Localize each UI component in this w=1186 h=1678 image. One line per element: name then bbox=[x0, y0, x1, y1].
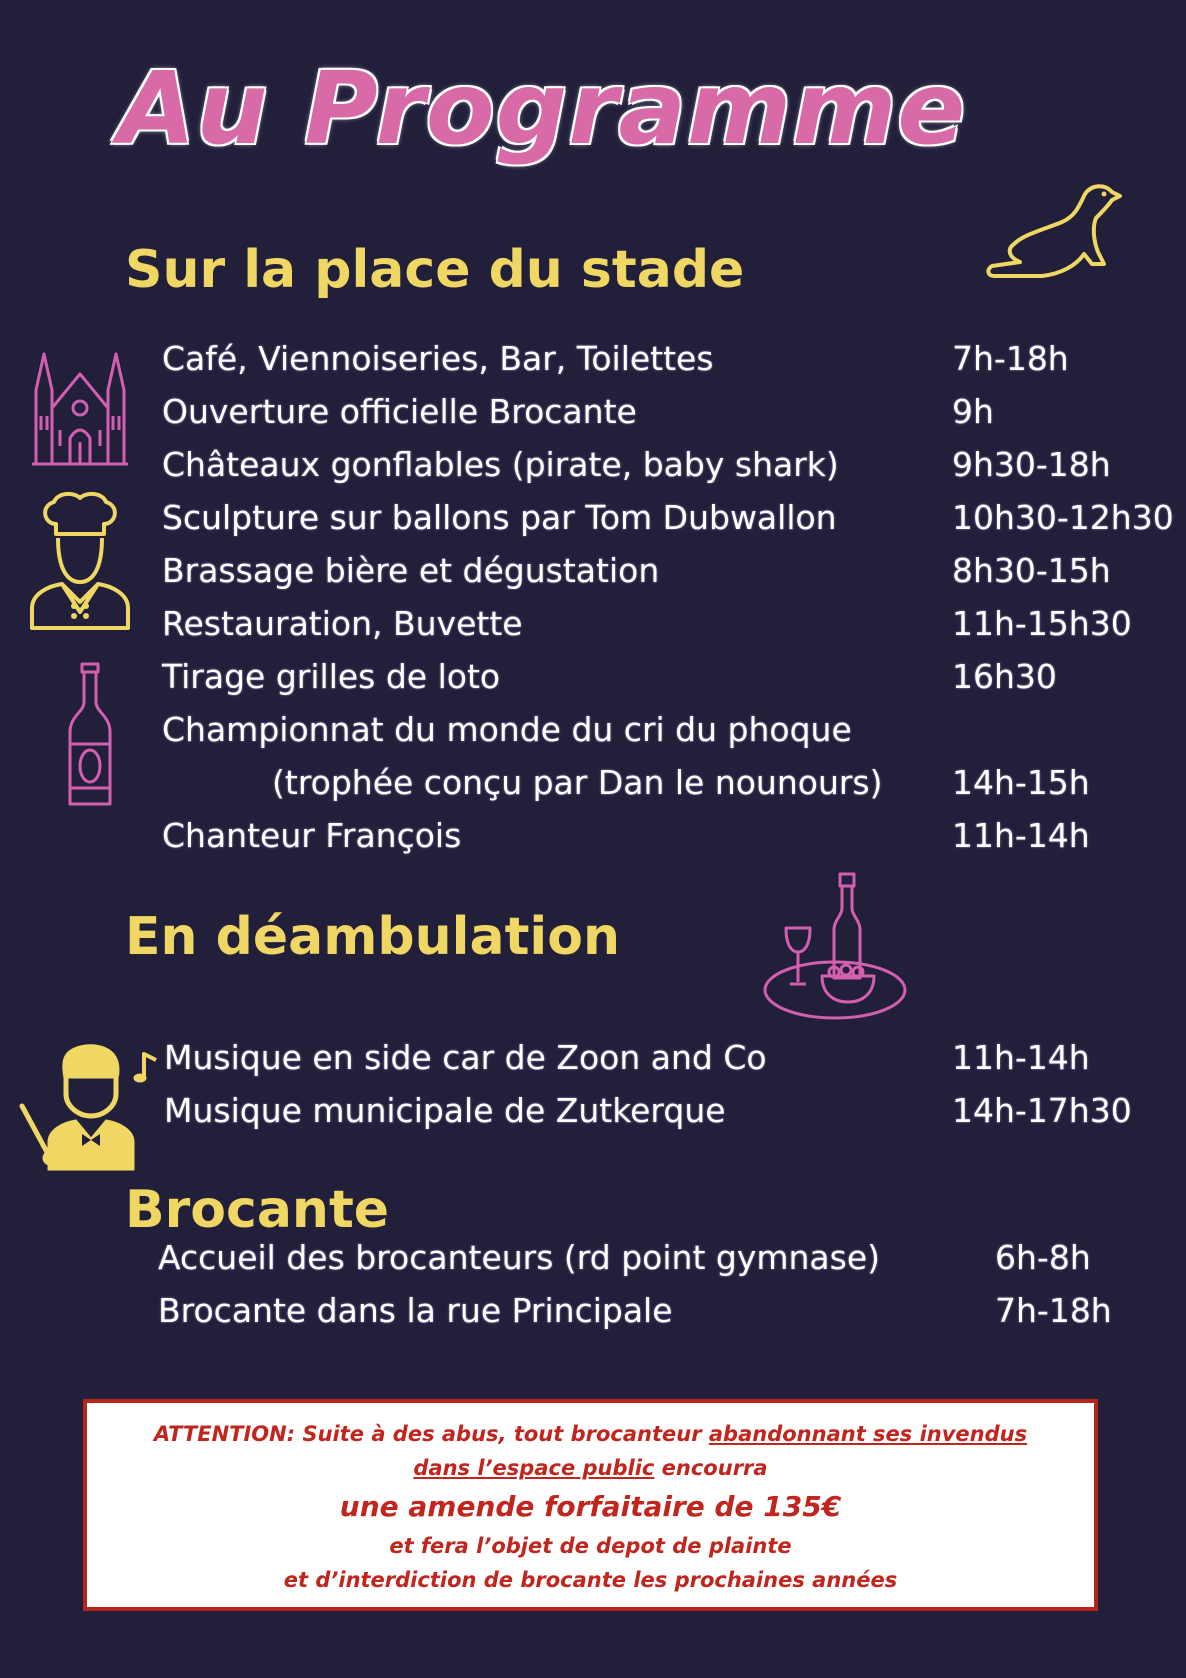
section-heading-brocante: Brocante bbox=[125, 1180, 390, 1240]
activity-label: Brassage bière et dégustation bbox=[162, 551, 660, 590]
activity-label: Accueil des brocanteurs (rd point gymnase) bbox=[158, 1238, 881, 1277]
activity-label: Sculpture sur ballons par Tom Dubwallon bbox=[162, 498, 837, 537]
time-label: 14h-17h30 bbox=[952, 1091, 1132, 1130]
activity-label: Musique en side car de Zoon and Co bbox=[164, 1038, 767, 1077]
time-label: 7h-18h bbox=[995, 1291, 1112, 1330]
activity-label: Café, Viennoiseries, Bar, Toilettes bbox=[162, 339, 714, 378]
activity-label: Tirage grilles de loto bbox=[162, 657, 501, 696]
time-label: 7h-18h bbox=[952, 339, 1069, 378]
schedule-row bbox=[0, 445, 1186, 497]
schedule-row bbox=[0, 1038, 1186, 1090]
notice-line1: Suite à des abus, tout brocanteur bbox=[295, 1422, 709, 1446]
notice-label: ATTENTION: bbox=[153, 1422, 296, 1446]
schedule-row bbox=[0, 763, 1186, 815]
attention-notice bbox=[83, 1399, 1098, 1611]
schedule-row bbox=[0, 339, 1186, 391]
schedule-row bbox=[0, 657, 1186, 709]
schedule-row bbox=[0, 1291, 1186, 1343]
activity-label: Brocante dans la rue Principale bbox=[158, 1291, 673, 1330]
notice-line4: et fera l’objet de depot de plainte bbox=[389, 1534, 792, 1558]
schedule-row bbox=[0, 498, 1186, 550]
time-label: 11h-15h30 bbox=[952, 604, 1132, 643]
activity-label: Restauration, Buvette bbox=[162, 604, 523, 643]
page-title: Au Programme bbox=[118, 50, 967, 167]
time-label: 14h-15h bbox=[952, 763, 1090, 802]
time-label: 10h30-12h30 bbox=[952, 498, 1174, 537]
activity-label: (trophée conçu par Dan le nounours) bbox=[272, 763, 883, 802]
section-heading-place: Sur la place du stade bbox=[125, 240, 745, 300]
seal-icon bbox=[980, 172, 1130, 292]
time-label: 11h-14h bbox=[952, 816, 1090, 855]
time-label: 9h30-18h bbox=[952, 445, 1111, 484]
notice-line5: et d’interdiction de brocante les prochaines années bbox=[283, 1568, 898, 1592]
schedule-row bbox=[0, 551, 1186, 603]
notice-line2: encourra bbox=[654, 1456, 768, 1480]
activity-label: Musique municipale de Zutkerque bbox=[164, 1091, 726, 1130]
notice-line2-underlined: dans l’espace public bbox=[413, 1456, 655, 1480]
activity-label: Championnat du monde du cri du phoque bbox=[162, 710, 852, 749]
activity-label: Ouverture officielle Brocante bbox=[162, 392, 637, 431]
section-heading-deambulation: En déambulation bbox=[125, 907, 620, 967]
time-label: 11h-14h bbox=[952, 1038, 1090, 1077]
schedule-row bbox=[0, 1238, 1186, 1290]
activity-label: Châteaux gonflables (pirate, baby shark) bbox=[162, 445, 839, 484]
notice-line1-underlined: abandonnant ses invendus bbox=[708, 1422, 1028, 1446]
schedule-row bbox=[0, 604, 1186, 656]
schedule-row bbox=[0, 1091, 1186, 1143]
schedule-row bbox=[0, 710, 1186, 762]
activity-label: Chanteur François bbox=[162, 816, 462, 855]
time-label: 9h bbox=[952, 392, 994, 431]
time-label: 16h30 bbox=[952, 657, 1057, 696]
schedule-row bbox=[0, 816, 1186, 868]
time-label: 8h30-15h bbox=[952, 551, 1111, 590]
wine-tray-icon bbox=[760, 872, 910, 1022]
schedule-row bbox=[0, 392, 1186, 444]
notice-fine: une amende forfaitaire de 135€ bbox=[339, 1490, 842, 1523]
time-label: 6h-8h bbox=[995, 1238, 1091, 1277]
